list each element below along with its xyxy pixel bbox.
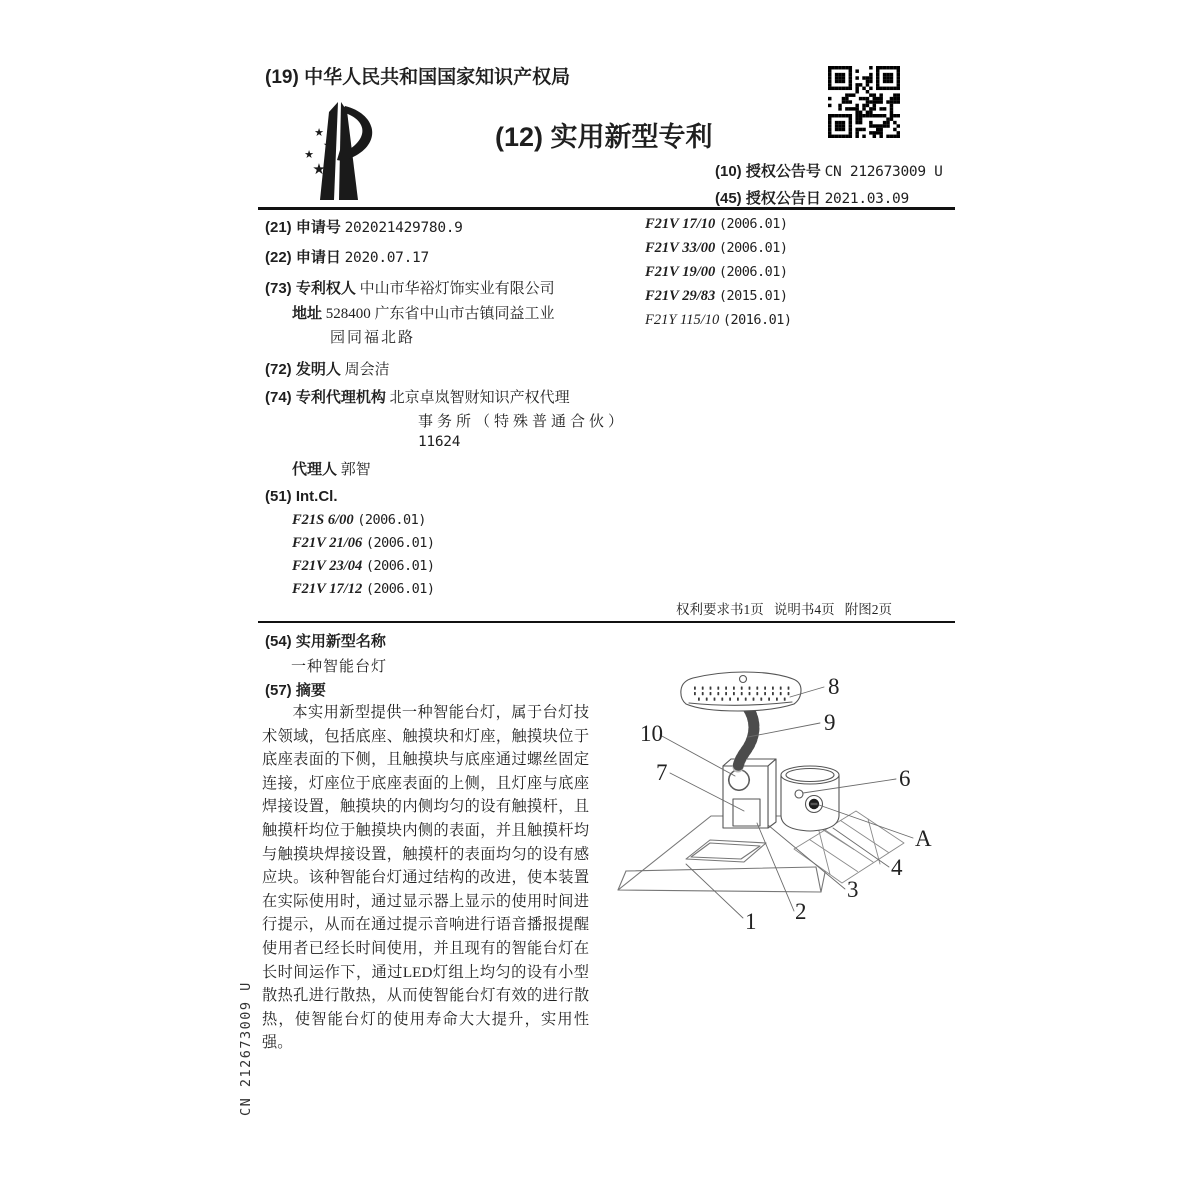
application-date-label: (22) 申请日 <box>265 249 341 266</box>
agent-row <box>292 458 371 479</box>
ref-label-3: 3 <box>847 877 859 902</box>
ipc-version: (2015.01) <box>718 288 788 304</box>
publication-date-label: (45) 授权公告日 <box>715 190 821 207</box>
ipc-version: (2016.01) <box>722 312 792 328</box>
ref-label-10: 10 <box>640 721 663 746</box>
svg-text:★: ★ <box>304 149 314 161</box>
abstract-section-label: (57) 摘要 <box>265 682 326 699</box>
agency-row <box>265 386 570 407</box>
ipc-code: F21S 6/00 <box>292 512 354 528</box>
ipc-code: F21V 17/12 <box>292 581 363 597</box>
address-label: 地址 <box>292 305 323 322</box>
ipc-right-4 <box>645 312 792 329</box>
svg-text:★: ★ <box>322 139 336 154</box>
pages-description: 说明书4页 <box>773 602 835 617</box>
cnipa-logo <box>283 98 398 211</box>
application-number-label: (21) 申请号 <box>265 219 341 236</box>
figure-pen-holder <box>781 766 839 831</box>
ipc-code: F21V 17/10 <box>645 216 716 232</box>
figure-drawing <box>598 653 960 954</box>
ipc-version: (2006.01) <box>357 512 426 528</box>
patentee: 中山市华裕灯饰实业有限公司 <box>359 281 555 297</box>
publication-number: CN 212673009 U <box>824 164 943 180</box>
publication-date: 2021.03.09 <box>824 191 909 207</box>
ipc-right-1 <box>645 240 788 257</box>
ipc-code: F21V 19/00 <box>645 264 716 280</box>
ipc-left-1 <box>292 535 435 552</box>
agency-label: (74) 专利代理机构 <box>265 389 386 406</box>
application-date: 2020.07.17 <box>344 250 429 266</box>
svg-text:★: ★ <box>328 116 338 127</box>
publication-date-row <box>715 187 909 208</box>
patentee-label: (73) 专利权人 <box>265 280 356 297</box>
ipc-left-3 <box>292 581 435 598</box>
inventor: 周会洁 <box>344 362 390 378</box>
ref-label-9: 9 <box>824 710 836 735</box>
svg-text:★: ★ <box>314 127 324 139</box>
agency-line1: 北京卓岚智财知识产权代理 <box>389 390 570 406</box>
qr-code <box>828 66 900 143</box>
document-type: (12) 实用新型专利 <box>495 122 713 152</box>
title-section-label: (54) 实用新型名称 <box>265 633 386 650</box>
inventor-row <box>265 358 390 379</box>
ref-label-1: 1 <box>745 909 757 934</box>
ipc-version: (2006.01) <box>365 535 435 551</box>
svg-text:★: ★ <box>312 162 326 178</box>
ref-label-4: 4 <box>891 855 903 880</box>
application-number: 202021429780.9 <box>344 220 463 236</box>
ipc-code: F21Y 115/10 <box>645 312 720 328</box>
pages-info <box>600 598 892 618</box>
ipc-code: F21V 29/83 <box>645 288 716 304</box>
ipc-left-0 <box>292 512 426 529</box>
office-name: (19) 中华人民共和国国家知识产权局 <box>265 67 571 88</box>
intcl-label: (51) Int.Cl. <box>265 488 338 505</box>
cnipa-logo-icon <box>283 98 398 206</box>
ref-label-2: 2 <box>795 899 807 924</box>
ref-label-7: 7 <box>656 760 668 785</box>
ipc-right-2 <box>645 264 788 281</box>
section-divider <box>258 621 955 623</box>
agent-label: 代理人 <box>292 461 338 478</box>
figure-touch-box <box>723 759 776 828</box>
agency-line2: 事务所（特殊普通合伙） <box>418 414 628 430</box>
side-document-number: CN 212673009 U <box>238 981 254 1116</box>
ipc-version: (2006.01) <box>718 216 788 232</box>
abstract-text: 本实用新型提供一种智能台灯，属于台灯技术领域，包括底座、触摸块和灯座，触摸块位于底座表面的下侧，且触摸块与底座通过螺丝固定连接，灯座位于底座表面的上侧，且灯座与底座焊接设置，触摸块的内侧均匀的设有触摸杆，且触摸杆均位于触摸块内侧的表面，并且触摸杆均与触摸块焊接设置，触摸杆的表面均匀的设有感应块。该种智能台灯通过结构的改进，使本装置在实际使用时，通过显示器上显示的使用时间进行提示，从而在通过提示音响进行语音播报提醒使用者已经长时间使用，并且现有的智能台灯在长时间运作下，通过LED灯组上均匀的设有小型散热孔进行散热，从而使智能台灯有效的进行散热，使智能台灯的使用寿命大大提升，实用性强。 <box>262 704 589 1052</box>
publication-number-row <box>715 160 943 181</box>
patentee-row <box>265 277 555 298</box>
ipc-code: F21V 21/06 <box>292 535 363 551</box>
ipc-version: (2006.01) <box>365 581 435 597</box>
patent-title: 一种智能台灯 <box>291 659 388 675</box>
ipc-version: (2006.01) <box>718 240 788 256</box>
header-divider <box>258 207 955 210</box>
ipc-right-3 <box>645 288 788 305</box>
ipc-left-2 <box>292 558 435 575</box>
address-line2: 园同福北路 <box>330 330 416 346</box>
ipc-version: (2006.01) <box>718 264 788 280</box>
application-date-row <box>265 246 429 267</box>
ipc-version: (2006.01) <box>365 558 435 574</box>
address-line1: 528400 广东省中山市古镇同益工业 <box>325 306 555 322</box>
ref-label-6: 6 <box>899 766 911 791</box>
address-row <box>292 302 555 323</box>
inventor-label: (72) 发明人 <box>265 361 341 378</box>
application-number-row <box>265 216 463 237</box>
ref-label-A: A <box>915 826 932 851</box>
pages-drawings: 附图2页 <box>844 602 892 617</box>
qr-code-icon <box>828 66 900 138</box>
figure-gooseneck <box>738 708 754 767</box>
agency-code: 11624 <box>418 434 461 450</box>
ipc-code: F21V 33/00 <box>645 240 716 256</box>
agent: 郭智 <box>340 462 371 478</box>
figure-lamp-head <box>681 672 801 711</box>
ref-label-8: 8 <box>828 674 840 699</box>
pages-claims: 权利要求书1页 <box>676 602 764 617</box>
publication-number-label: (10) 授权公告号 <box>715 163 821 180</box>
ipc-right-0 <box>645 216 788 233</box>
lamp-figure-icon <box>598 653 960 949</box>
ipc-code: F21V 23/04 <box>292 558 363 574</box>
